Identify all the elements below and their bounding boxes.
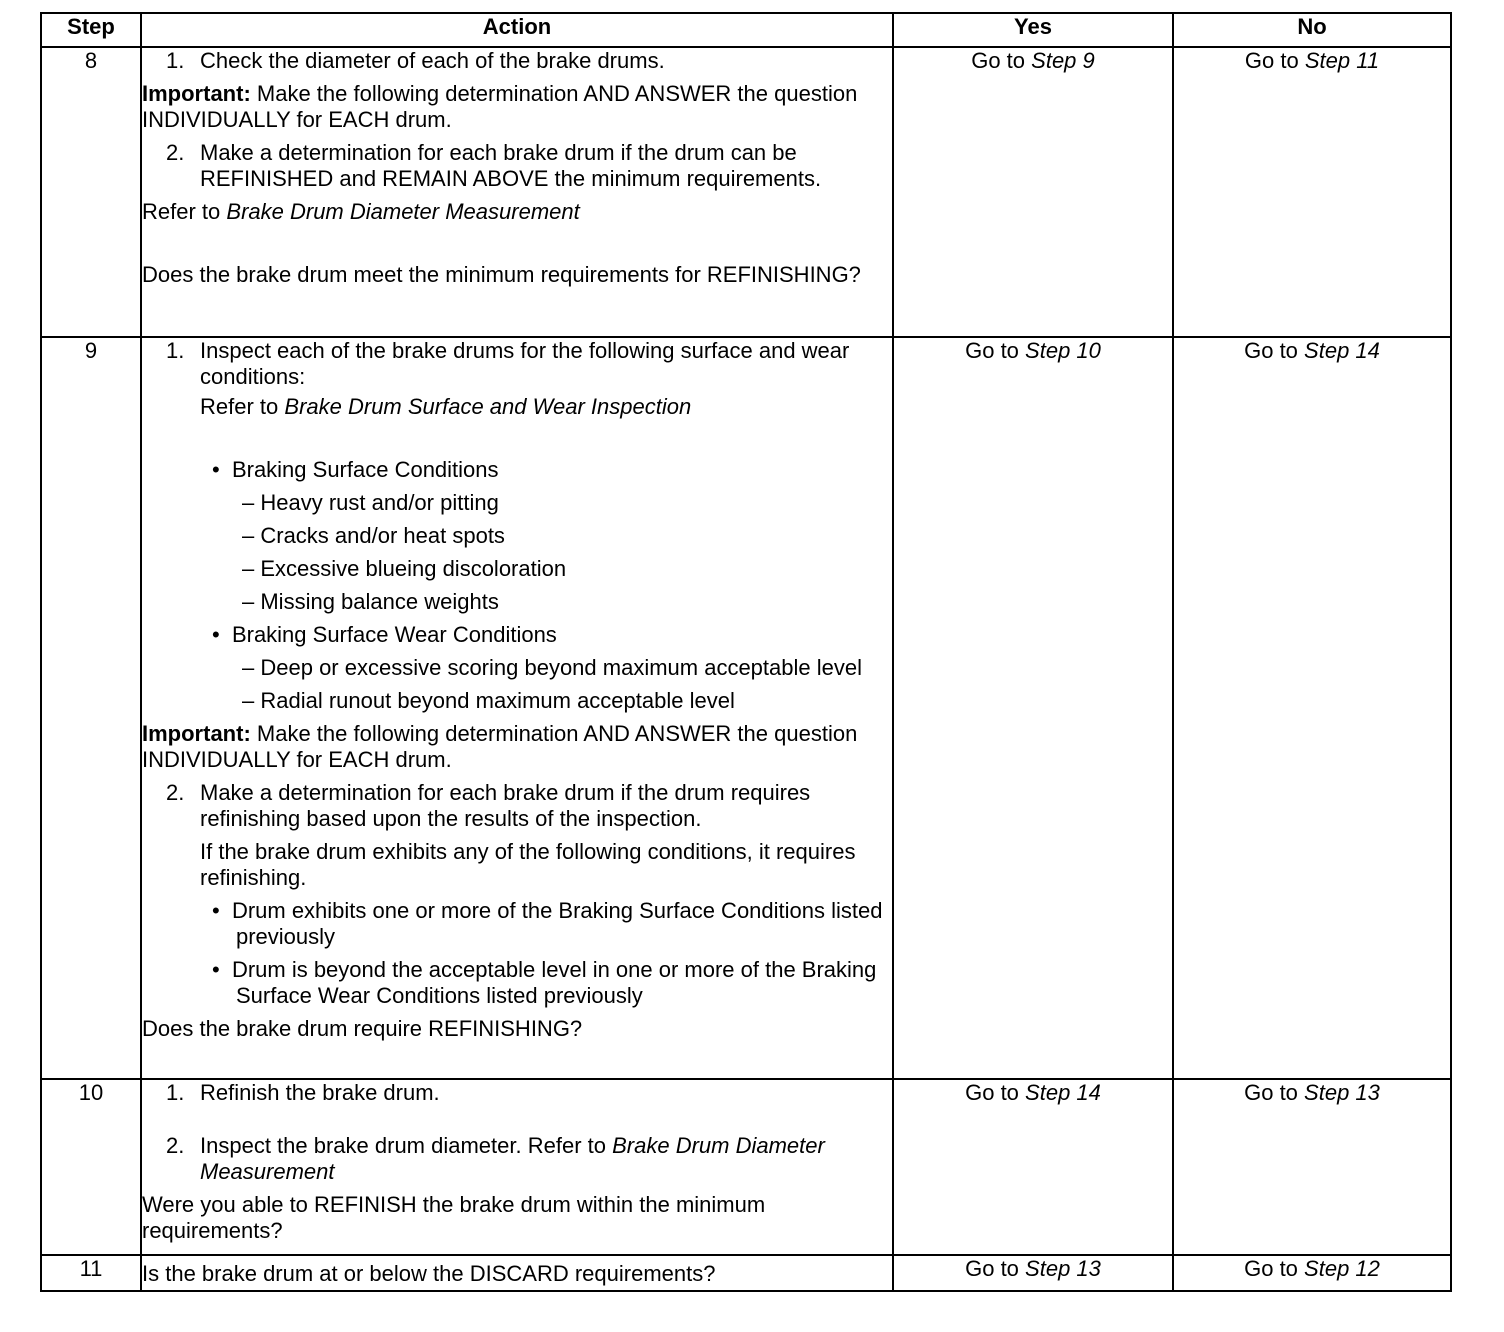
- header-row: [41, 13, 1451, 47]
- yes-cell: Go to Step 10: [893, 337, 1173, 1079]
- numbered-item: 2. Make a determination for each brake drum if the drum can be REFINISHED and REMAIN ABOVE the minimum requirements.: [166, 140, 822, 191]
- dash-item: – Deep or excessive scoring beyond maximum acceptable level: [242, 655, 862, 680]
- step-number: 9: [41, 337, 141, 1079]
- dash-item: – Cracks and/or heat spots: [242, 523, 505, 548]
- question: Is the brake drum at or below the DISCARD requirements?: [142, 1261, 716, 1286]
- no-cell: Go to Step 14: [1173, 337, 1451, 1079]
- yes-cell: Go to Step 14: [893, 1079, 1173, 1255]
- no-target-step: Step 14: [1304, 338, 1380, 363]
- no-target-step: Step 12: [1304, 1256, 1380, 1281]
- numbered-item: 1. Refinish the brake drum.: [166, 1080, 440, 1105]
- header-no: No: [1173, 13, 1451, 47]
- dash-item: – Heavy rust and/or pitting: [242, 490, 499, 515]
- important-note: Important: Make the following determination AND ANSWER the question INDIVIDUALLY for EACH drum.: [142, 81, 858, 132]
- item-note: If the brake drum exhibits any of the following conditions, it requires refinishing.: [200, 839, 856, 890]
- table-row-step-11: [41, 1255, 1451, 1291]
- no-cell: Go to Step 12: [1173, 1255, 1451, 1291]
- no-target-step: Step 13: [1304, 1080, 1380, 1105]
- action-cell: [141, 337, 893, 1079]
- question: Were you able to REFINISH the brake drum within the minimum requirements?: [142, 1192, 766, 1243]
- bullet-item: • Drum exhibits one or more of the Braking Surface Conditions listed previously: [212, 898, 883, 949]
- numbered-item: 1. Check the diameter of each of the brake drums.: [166, 48, 665, 73]
- step-number: 10: [41, 1079, 141, 1255]
- step-number: 8: [41, 47, 141, 337]
- header-yes: Yes: [893, 13, 1173, 47]
- numbered-item: 2. Make a determination for each brake drum if the drum requires refinishing based upon the results of the inspection.: [166, 780, 811, 831]
- table-row-step-9: [41, 337, 1451, 1079]
- dash-item: – Radial runout beyond maximum acceptable level: [242, 688, 735, 713]
- yes-target-step: Step 14: [1025, 1080, 1101, 1105]
- table-row-step-10: [41, 1079, 1451, 1255]
- yes-cell: Go to Step 13: [893, 1255, 1173, 1291]
- step-number: 11: [41, 1255, 141, 1291]
- bullet-item: • Drum is beyond the acceptable level in one or more of the Braking Surface Wear Conditions listed previously: [212, 957, 877, 1008]
- dash-item: – Missing balance weights: [242, 589, 499, 614]
- question: Does the brake drum meet the minimum requirements for REFINISHING?: [142, 262, 861, 287]
- bullet-item: • Braking Surface Wear Conditions: [212, 622, 557, 647]
- header-step: Step: [41, 13, 141, 47]
- no-cell: Go to Step 11: [1173, 47, 1451, 337]
- reference-link: Brake Drum Diameter Measurement: [226, 199, 580, 224]
- procedure-table: [40, 12, 1452, 1292]
- no-target-step: Step 11: [1304, 48, 1380, 73]
- action-cell: [141, 1255, 893, 1291]
- numbered-item: 1. Inspect each of the brake drums for the following surface and wear conditions:: [166, 338, 850, 389]
- no-cell: Go to Step 13: [1173, 1079, 1451, 1255]
- numbered-item: 2. Inspect the brake drum diameter. Refer to Brake Drum Diameter Measurement: [166, 1133, 825, 1184]
- yes-target-step: Step 9: [1031, 48, 1095, 73]
- action-cell: [141, 47, 893, 337]
- action-cell: [141, 1079, 893, 1255]
- table-row-step-8: [41, 47, 1451, 337]
- important-note: Important: Make the following determination AND ANSWER the question INDIVIDUALLY for EACH drum.: [142, 721, 858, 772]
- reference: Refer to Brake Drum Diameter Measurement: [142, 199, 580, 224]
- yes-target-step: Step 13: [1025, 1256, 1101, 1281]
- question: Does the brake drum require REFINISHING?: [142, 1016, 583, 1041]
- yes-target-step: Step 10: [1025, 338, 1101, 363]
- bullet-item: • Braking Surface Conditions: [212, 457, 499, 482]
- reference-link: Brake Drum Surface and Wear Inspection: [284, 394, 692, 419]
- reference: Refer to Brake Drum Surface and Wear Inspection: [200, 394, 692, 419]
- header-action: Action: [141, 13, 893, 47]
- dash-item: – Excessive blueing discoloration: [242, 556, 567, 581]
- yes-cell: Go to Step 9: [893, 47, 1173, 337]
- reference-link: Brake Drum Diameter Measurement: [200, 1133, 825, 1184]
